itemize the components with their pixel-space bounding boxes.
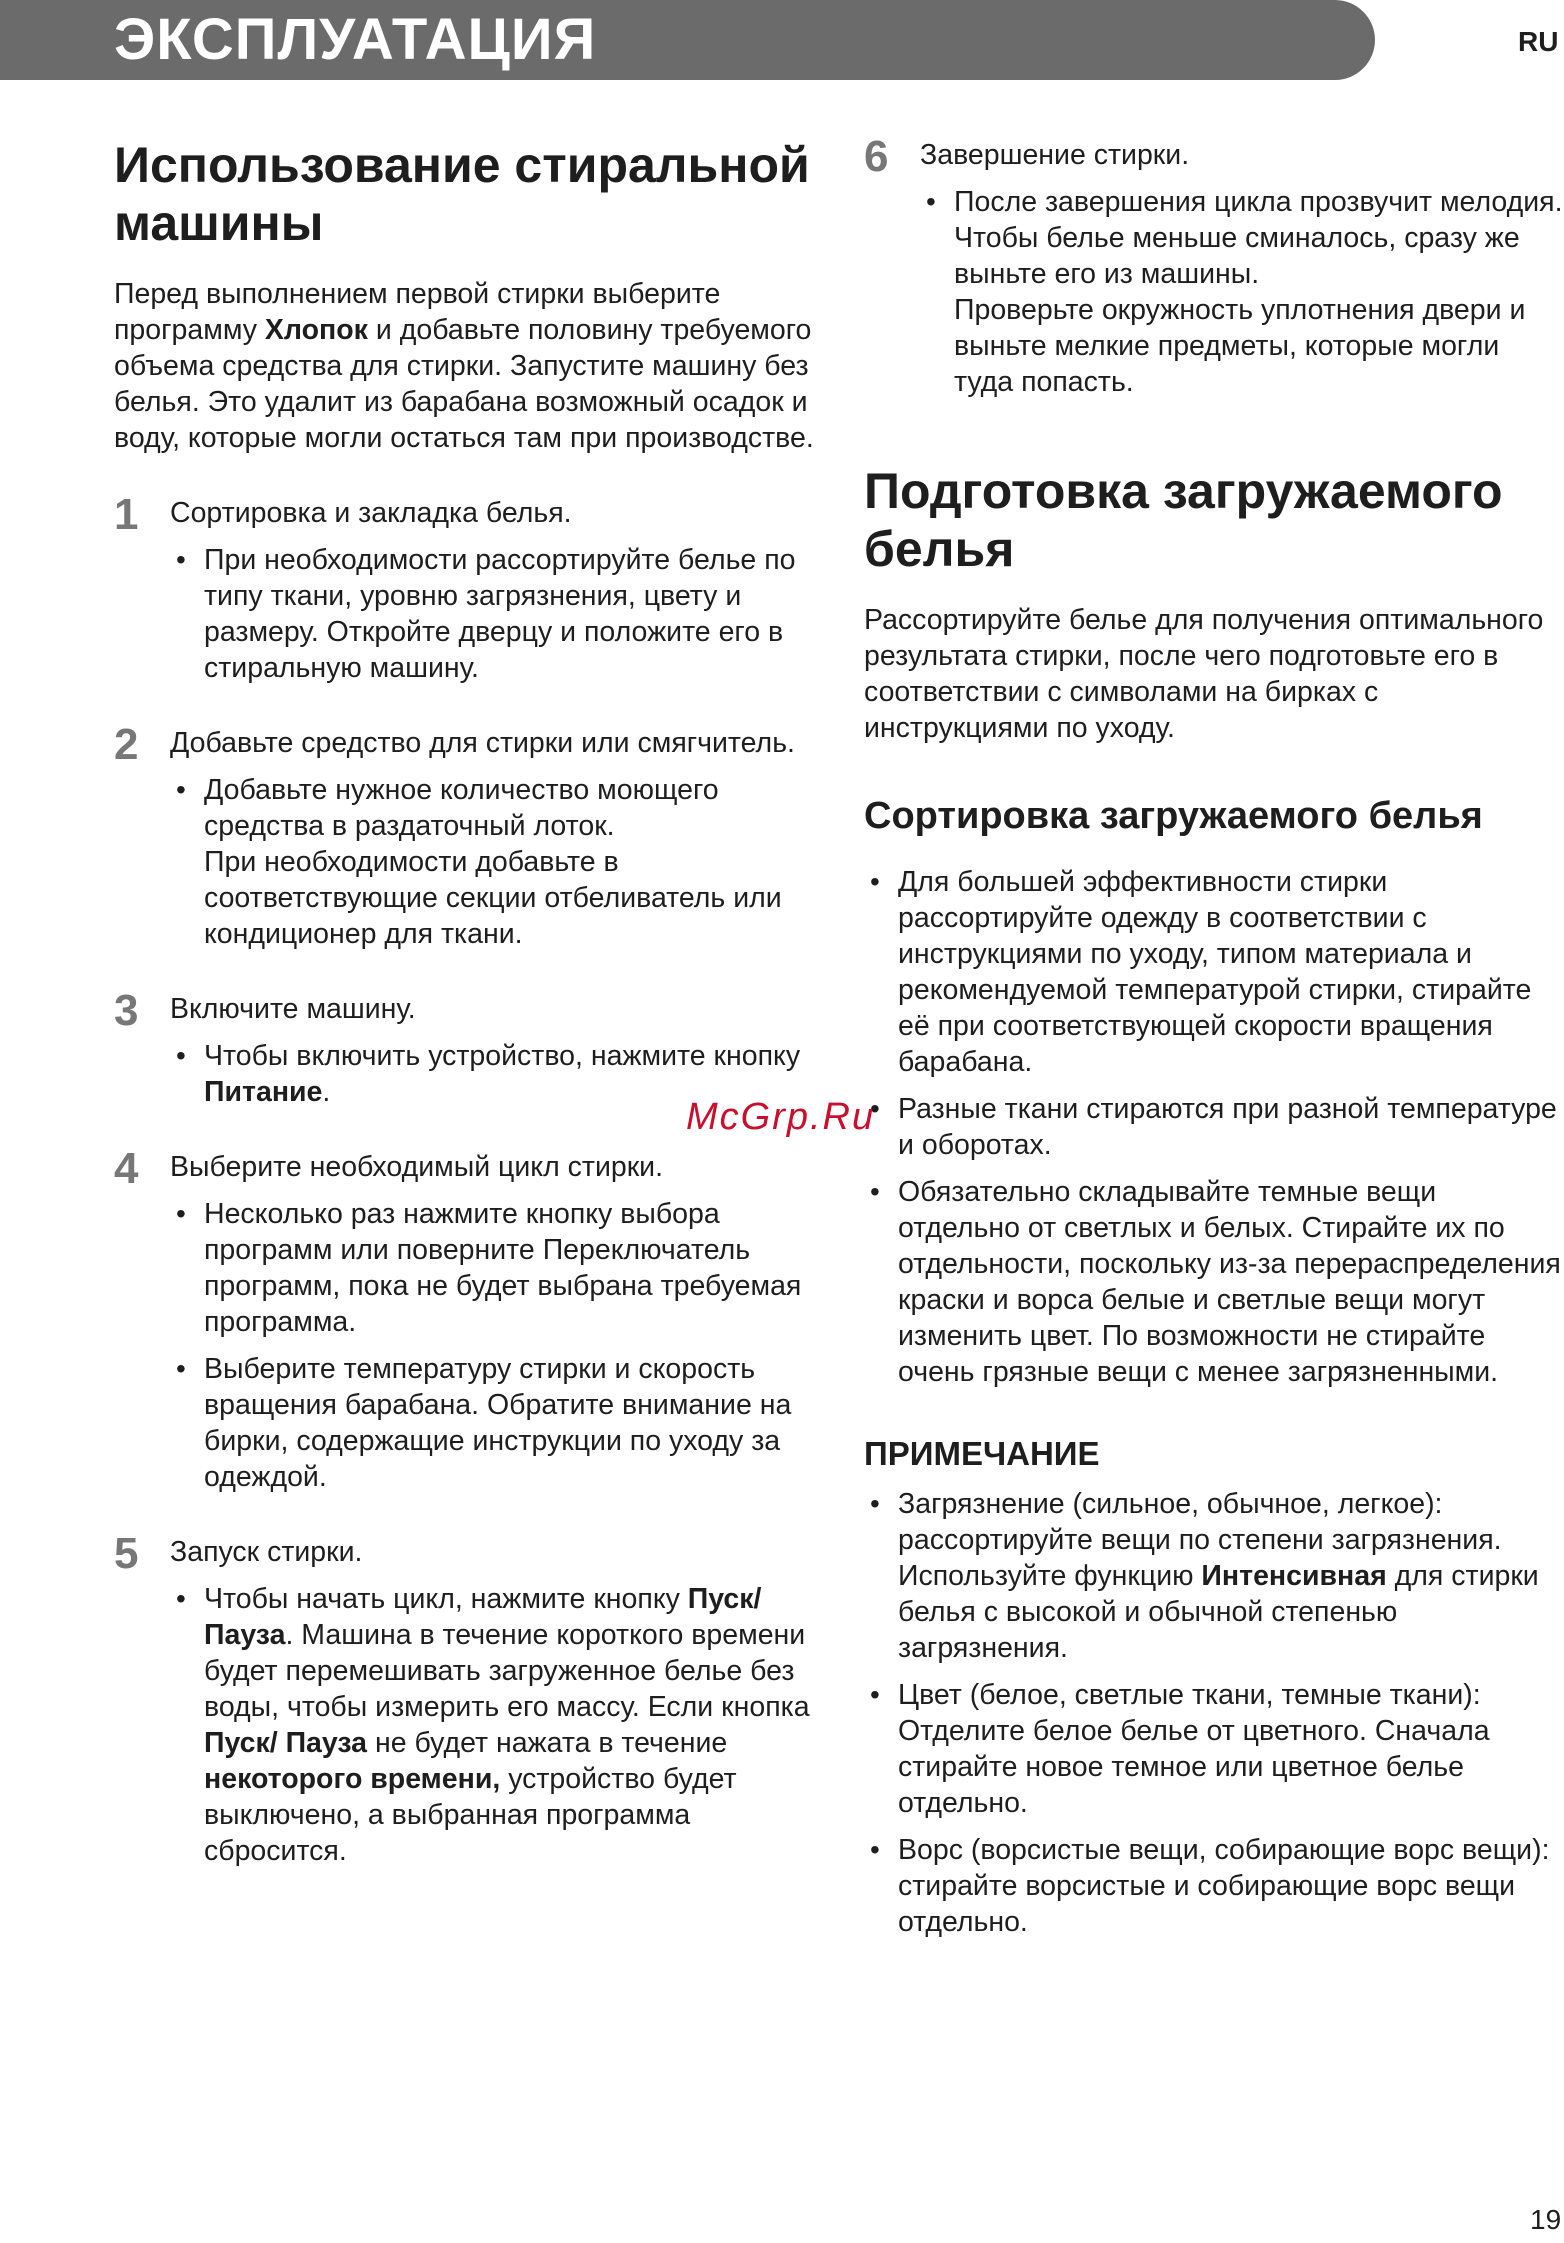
left-column bbox=[114, 136, 814, 1880]
step-item bbox=[114, 490, 814, 686]
step-item bbox=[864, 132, 1564, 400]
step-item bbox=[114, 1529, 814, 1869]
bold-term: Интенсивная bbox=[1201, 1560, 1387, 1592]
note-title: ПРИМЕЧАНИЕ bbox=[864, 1435, 1100, 1472]
usage-intro: Перед выполнением первой стирки выберите программу Хлопок и добавьте половину требуемого объема средства для стирки. Запустите машину без белья. Это удалит из барабана возможный осадок и воду, которые могли остаться там при производстве. bbox=[114, 278, 814, 454]
bold-term: Пуск/Пауза bbox=[204, 1583, 762, 1651]
bullet-item: • После завершения цикла прозвучит мелодия. Чтобы белье меньше сминалось, сразу же выньте его из машины. Проверьте окружность уплотнения двери и выньте мелкие предметы, которые могли туда попасть. bbox=[920, 184, 1564, 400]
step-number: 2 bbox=[114, 720, 139, 769]
step-number: 5 bbox=[114, 1529, 139, 1578]
sorting-bullets bbox=[864, 864, 1564, 1390]
watermark-text: McGrp.Ru bbox=[686, 1096, 876, 1138]
steps-list bbox=[114, 490, 814, 1869]
step-title: Добавьте средство для стирки или смягчитель. bbox=[170, 727, 795, 759]
step-title: Сортировка и закладка белья. bbox=[170, 497, 572, 529]
step-bullets bbox=[920, 184, 1564, 400]
step-item bbox=[114, 986, 814, 1110]
step-title: Завершение стирки. bbox=[920, 139, 1190, 171]
step-bullets bbox=[170, 772, 814, 952]
step-bullets bbox=[170, 1196, 814, 1495]
bold-term: Пуск/ Пауза bbox=[204, 1727, 368, 1759]
bullet-item: • Для большей эффективности стирки рассортируйте одежду в соответствии с инструкциями по уходу, типом материала и рекомендуемой температурой стирки, стирайте её при соответствующей скорости вращения барабана. bbox=[864, 864, 1564, 1080]
note-bullets bbox=[864, 1486, 1564, 1940]
preparation-title: Подготовка загружаемого белья bbox=[864, 463, 1503, 577]
bullet-item: • Разные ткани стираются при разной температуре и оборотах. bbox=[864, 1091, 1564, 1163]
bullet-item: • Несколько раз нажмите кнопку выбора программ или поверните Переключатель программ, пока не будет выбрана требуемая программа. bbox=[170, 1196, 814, 1340]
step-number: 6 bbox=[864, 132, 889, 181]
preparation-intro: Рассортируйте белье для получения оптимального результата стирки, после чего подготовьте его в соответствии с символами на бирках с инструкциями по уходу. bbox=[864, 604, 1544, 744]
sorting-subtitle: Сортировка загружаемого белья bbox=[864, 795, 1483, 837]
step-number: 4 bbox=[114, 1144, 139, 1193]
step-title: Выберите необходимый цикл стирки. bbox=[170, 1151, 664, 1183]
step-number: 1 bbox=[114, 490, 139, 539]
language-code: RU bbox=[1518, 26, 1559, 57]
bullet-item: • Чтобы начать цикл, нажмите кнопку Пуск/Пауза. Машина в течение короткого времени будет перемешивать загруженное белье без воды, чтобы измерить его массу. Если кнопка Пуск/ Пауза не будет нажата в течение некоторого времени, устройство будет выключено, а выбранная программа сбросится. bbox=[170, 1581, 814, 1869]
section-title: ЭКСПЛУАТАЦИЯ bbox=[114, 7, 597, 72]
step-title: Запуск стирки. bbox=[170, 1536, 363, 1568]
step-item bbox=[114, 720, 814, 952]
step-item bbox=[114, 1144, 814, 1495]
step-number: 3 bbox=[114, 986, 139, 1035]
bullet-item: • Цвет (белое, светлые ткани, темные ткани): Отделите белое белье от цветного. Сначала стирайте новое темное или цветное белье отдельно. bbox=[864, 1677, 1564, 1821]
section-header-bar bbox=[0, 0, 1375, 80]
bullet-item: • Ворс (ворсистые вещи, собирающие ворс вещи): стирайте ворсистые и собирающие ворс вещи отдельно. bbox=[864, 1832, 1564, 1940]
bullet-item: • Загрязнение (сильное, обычное, легкое): рассортируйте вещи по степени загрязнения. Используйте функцию Интенсивная для стирки белья с высокой и обычной степенью загрязнения. bbox=[864, 1486, 1564, 1666]
bullet-item: • Добавьте нужное количество моющего средства в раздаточный лоток. При необходимости добавьте в соответствующие секции отбеливатель или кондиционер для ткани. bbox=[170, 772, 814, 952]
bullet-item: • Обязательно складывайте темные вещи отдельно от светлых и белых. Стирайте их по отдельности, поскольку из-за перераспределения краски и ворса белые и светлые вещи могут изменить цвет. По возможности не стирайте очень грязные вещи с менее загрязненными. bbox=[864, 1174, 1564, 1390]
step-title: Включите машину. bbox=[170, 993, 416, 1025]
bold-term: Хлопок bbox=[264, 314, 368, 346]
right-column bbox=[864, 132, 1564, 1951]
step-6 bbox=[864, 132, 1564, 400]
usage-title: Использование стиральной машины bbox=[114, 137, 810, 251]
bullet-item: • При необходимости рассортируйте белье по типу ткани, уровню загрязнения, цвету и размеру. Откройте дверцу и положите его в стиральную машину. bbox=[170, 542, 814, 686]
bullet-item: • Выберите температуру стирки и скорость вращения барабана. Обратите внимание на бирки, содержащие инструкции по уходу за одеждой. bbox=[170, 1351, 814, 1495]
step-bullets bbox=[170, 542, 814, 686]
bullet-item: • Чтобы включить устройство, нажмите кнопку Питание. bbox=[170, 1038, 814, 1110]
bold-term: некоторого времени, bbox=[204, 1763, 501, 1795]
step-bullets bbox=[170, 1581, 814, 1869]
bold-term: Питание bbox=[204, 1076, 323, 1108]
page-number: 19 bbox=[1530, 2204, 1562, 2235]
